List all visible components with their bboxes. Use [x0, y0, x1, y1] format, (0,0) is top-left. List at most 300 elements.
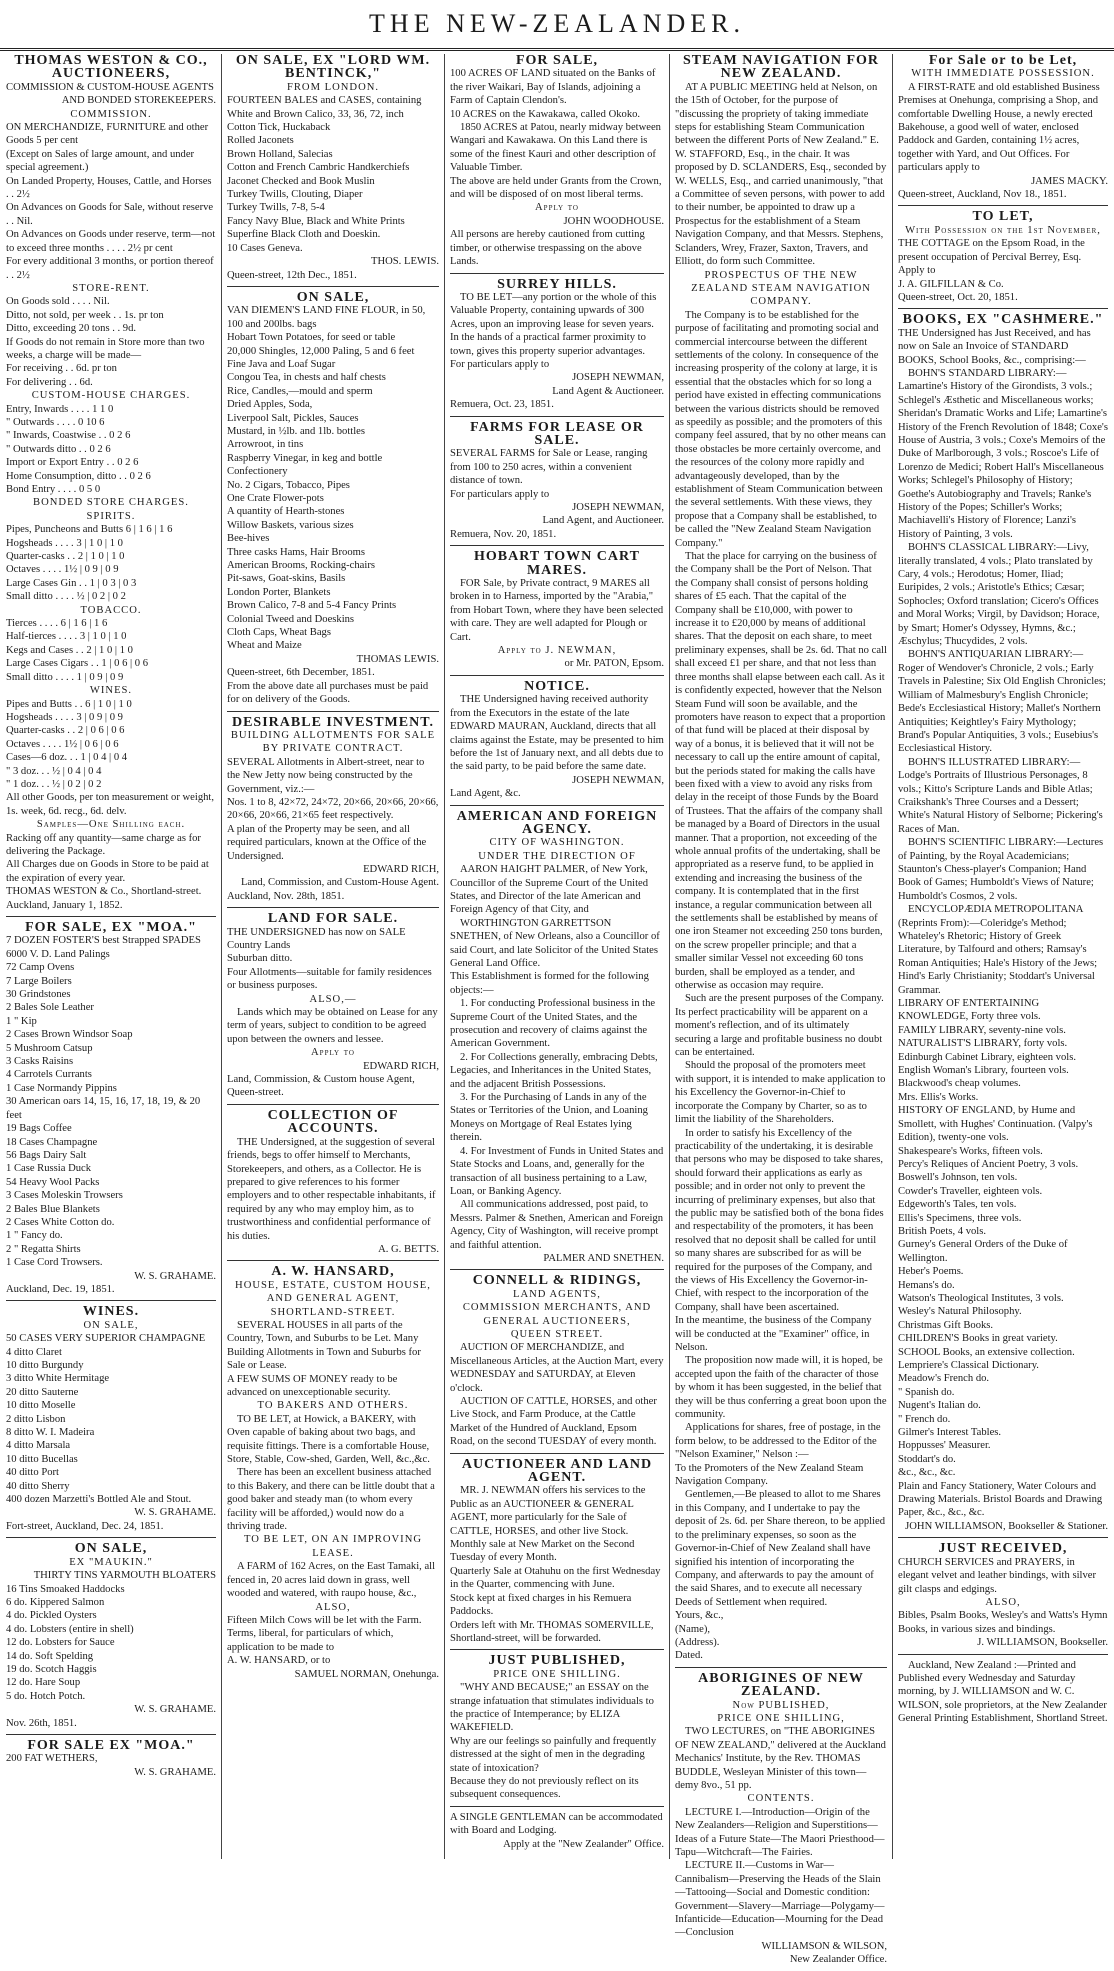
- ad-line: For every additional 3 months, or portion thereof . . 2½: [6, 256, 214, 281]
- ad-line: 6000 V. D. Land Palings: [6, 948, 110, 960]
- ad-line: All Charges due on Goods in Store to be paid at the expiration of every year.: [6, 859, 209, 884]
- ad-line: Pipes and Butts . . 6 | 1 0 | 1 0: [6, 698, 132, 710]
- ad-line: TO BAKERS AND OTHERS.: [257, 1400, 409, 1412]
- ad-line: Auckland, Nov. 28th, 1851.: [227, 890, 345, 902]
- ad-line: 10 ditto Burgundy: [6, 1360, 84, 1371]
- ad-line: Turkey Twills, Clouting, Diaper: [227, 189, 363, 201]
- ad-line: Congou Tea, in chests and half chests: [227, 372, 386, 384]
- ad-line: Entry, Inwards . . . . 1 1 0: [6, 403, 114, 415]
- ad-line: Edgeworth's Tales, ten vols.: [898, 1199, 1017, 1211]
- ad-line: Auckland, New Zealand :—Printed and Published every Wednesday and Saturday morning, by J. WILLIAMSON and W. C. WILSON, sole proprietors, at the New Zealander General Printing Establishment, Shortland Street.: [898, 1659, 1108, 1725]
- ad-line: 20,000 Shingles, 12,000 Paling, 5 and 6 feet: [227, 345, 415, 357]
- ad-line: Should the proposal of the promoters meet with support, it is intended to make application to his Excellency the Governor-in-Chief to incorporate the Company by Charter, so as to limit the liability of the Shareholders.: [675, 1060, 886, 1126]
- ad-line: VAN DIEMEN'S LAND FINE FLOUR, in 50, 100 and 200lbs. bags: [227, 305, 426, 330]
- ad-line: All other Goods, per ton measurement or weight, 1s. week, 6d. recg., 6d. delv.: [6, 792, 215, 817]
- ad-line: Land Agent, &c.: [450, 788, 521, 800]
- ad-line: Fine Java and Loaf Sugar: [227, 358, 336, 370]
- advertisement: [450, 1458, 664, 1651]
- ad-line: Hobart Town Potatoes, for seed or table: [227, 332, 396, 344]
- ad-line: Why are our feelings so painfully and frequently distressed at the sight of men in the degrading state of intoxication?: [450, 1735, 657, 1774]
- ad-line: SEVERAL HOUSES in all parts of the Country, Town, and Suburbs to be Let. Many Building Allotments in Town and Suburbs for Sale or Lease.: [227, 1319, 421, 1372]
- ad-heading: SURREY HILLS.: [497, 276, 617, 292]
- column-divider: [892, 54, 893, 1859]
- ad-line: Ditto, exceeding 20 tons . . 9d.: [6, 323, 137, 335]
- ad-line: ALSO,: [315, 1601, 351, 1613]
- ad-line: A. G. BETTS.: [378, 1243, 439, 1255]
- ad-line: THOMAS LEWIS.: [356, 653, 439, 665]
- ad-heading: A. W. HANSARD,: [271, 1264, 395, 1280]
- column-1: [6, 54, 216, 1859]
- ad-line: Boswell's Johnson, ten vols.: [898, 1172, 1018, 1184]
- ad-heading: THOMAS WESTON & CO.,: [14, 53, 208, 68]
- ad-line: On Goods sold . . . . Nil.: [6, 296, 110, 308]
- ad-line: 1 " Fancy do.: [6, 1230, 63, 1242]
- ad-line: HISTORY OF ENGLAND, by Hume and Smollett, with Hughes' Continuation. (Valpy's Edition), twenty-one vols.: [898, 1105, 1093, 1144]
- ad-line: CONTENTS.: [747, 1793, 815, 1805]
- ad-line: (Address).: [675, 1636, 720, 1648]
- ad-line: Queen-street, 6th December, 1851.: [227, 667, 375, 679]
- ad-line: SPIRITS.: [86, 510, 136, 522]
- ad-line: 19 do. Scotch Haggis: [6, 1663, 97, 1675]
- ad-line: BOHN'S STANDARD LIBRARY:—Lamartine's History of the Girondists, 3 vols.; Schlegel's Æsthetic and Miscellaneous works; Sheridan's Dramatic Works and Life; Lamartine's History of the French Revolution of 1848; Coxe's House of Austria, 3 vols.; Coxe's Memoirs of the Duke of Marlborough, 3 vols.; Roscoe's Life of Lorenzo de Medici; Robert Hall's Miscellaneous Works; Schlegel's Philosophy of History; Goethe's Autobiography and Travels; Ranke's History of the Popes; Schiller's Works; Machiavelli's History of Florence; Lanzi's History of Painting, 3 vols.: [898, 367, 1108, 540]
- ad-line: Confectionery: [227, 466, 288, 478]
- ad-heading: WINES.: [82, 1304, 140, 1320]
- ad-line: To the Promoters of the New Zealand Steam Navigation Company.: [675, 1462, 864, 1488]
- ad-line: HOUSE, ESTATE, CUSTOM HOUSE, AND GENERAL AGENT,: [235, 1279, 431, 1305]
- ad-line: Applications for shares, free of postage, in the form below, to be addressed to the Editor of the "Nelson Examiner," Nelson :—: [675, 1422, 881, 1461]
- ad-line: In the hands of a practical farmer proximity to town, gives this property superior advantages.: [450, 332, 646, 357]
- ad-line: COMMISSION & CUSTOM-HOUSE AGENTS: [6, 81, 214, 93]
- advertisement: [6, 54, 216, 917]
- ad-line: 10 ACRES on the Kawakawa, called Okoko.: [450, 108, 641, 120]
- ad-line: ON MERCHANDIZE, FURNITURE and other Goods 5 per cent: [6, 122, 209, 147]
- column-2: [227, 54, 439, 1859]
- ad-line: Small ditto . . . . 1 | 0 9 | 0 9: [6, 671, 124, 683]
- ad-line: PRICE ONE SHILLING,: [717, 1712, 845, 1724]
- ad-line: 3 Casks Raisins: [6, 1056, 74, 1068]
- ad-line: Bond Entry . . . . 0 5 0: [6, 484, 101, 495]
- ad-line: CHURCH SERVICES and PRAYERS, in elegant velvet and leather bindings, with silver gilt clasps and edgings.: [898, 1556, 1096, 1595]
- ad-line: Wesley's Natural Philosophy.: [898, 1306, 1022, 1318]
- ad-line: 4 ditto Claret: [6, 1346, 62, 1358]
- ad-heading: ON SALE,: [74, 1541, 148, 1557]
- ad-line: 30 Grindstones: [6, 989, 71, 1001]
- ad-line: FOURTEEN BALES and CASES, containing White and Brown Calico, 33, 36, 72, inch: [227, 95, 422, 120]
- ad-line: Shakespeare's Works, fifteen vols.: [898, 1145, 1043, 1157]
- ad-line: THE Undersigned, at the suggestion of several friends, begs to offer himself to Merchants, Storekeepers, and others, as a Collector. He is prepared to give references to his former employers and to other respectable inhabitants, if required by any who may employ him, as to trustworthiness and confidential performance of his duties.: [227, 1136, 436, 1242]
- ad-line: Fifteen Milch Cows will be let with the Farm.: [227, 1614, 422, 1626]
- ad-line: 7 DOZEN FOSTER'S best Strapped SPADES: [6, 935, 201, 947]
- ad-line: Arrowroot, in tins: [227, 439, 304, 451]
- ad-line: Hemans's do.: [898, 1279, 955, 1291]
- advertisement: [227, 912, 439, 1105]
- ad-line: JOHN WOODHOUSE.: [563, 215, 664, 227]
- ad-heading: FOR SALE EX "MOA.": [27, 1737, 195, 1753]
- ad-line: THE COTTAGE on the Epsom Road, in the present occupation of Percival Berrey, Esq. Apply to: [898, 238, 1085, 277]
- masthead-rule: [0, 48, 1114, 51]
- ad-line: 200 FAT WETHERS,: [6, 1753, 98, 1765]
- ad-line: 4 Carrotels Currants: [6, 1069, 92, 1081]
- ad-line: 4 do. Lobsters (entire in shell): [6, 1623, 134, 1635]
- ad-line: Lands which may be obtained on Lease for any term of years, subject to condition to be agreed upon between the owners and lessee.: [227, 1007, 438, 1045]
- ad-line: Heber's Poems.: [898, 1266, 964, 1278]
- advertisement: [898, 1542, 1108, 1654]
- ad-line: AUCTION OF MERCHANDIZE, and Miscellaneous Articles, at the Auction Mart, every WEDNESDAY and SATURDAY, at Eleven o'clock.: [450, 1342, 664, 1394]
- ad-line: Ditto, not sold, per week . . 1s. pr ton: [6, 309, 164, 321]
- ad-line: ENCYCLOPÆDIA METROPOLITANA (Reprints From):—Coleridge's Method; Whateley's Rhetoric; History of Greek Literature, by Talfourd and others; Ramsay's Roman Antiquities; Hale's History of the Jews; Hind's Early Christianity; Stoddart's Universal Grammar.: [898, 904, 1098, 996]
- ad-line: 20 ditto Sauterne: [6, 1386, 79, 1398]
- ad-line: 18 Cases Champagne: [6, 1136, 98, 1148]
- ad-line: THIRTY TINS YARMOUTH BLOATERS: [33, 1570, 216, 1582]
- column-divider: [444, 54, 445, 1859]
- advertisement: [227, 54, 439, 287]
- ad-line: Gentlemen,—Be pleased to allot to me Shares in this Company, and I undertake to pay the deposit of 2s. 6d. per Share thereon, to be applied to the preliminary expenses, so soon as the Governor-in-Chief of New Zealand shall have signified his intention of incorporating the Company, and afterwards to pay the amount of the said Shares, and to execute all necessary Deeds of Settlement when required.: [675, 1489, 886, 1608]
- ad-line: AARON HAIGHT PALMER, of New York, Councillor of the Supreme Court of the United States, and Director of the late American and Foreign Agency of that City, and: [450, 864, 649, 916]
- ad-line: There has been an excellent business attached to this Bakery, and there can be little doubt that a good baker and steady man (to whom every facility will be afforded,) would now do a thriving trade.: [227, 1467, 435, 1533]
- ad-line: ALSO,—: [309, 993, 357, 1005]
- ad-line: Octaves . . . . 1½ | 0 6 | 0 6: [6, 738, 119, 750]
- ad-line: American Brooms, Rocking-chairs: [227, 560, 375, 572]
- advertisement: [898, 313, 1108, 1538]
- ad-line: All persons are hereby cautioned from cutting timber, or otherwise trespassing on the above Lands.: [450, 229, 645, 268]
- ad-line: 3. For the Purchasing of Lands in any of the States or Territories of the Union, and Loaning Moneys on Mortgage of Real Estates lying therein.: [450, 1092, 648, 1144]
- ad-line: THE Undersigned having received authority from the Executors in the estate of the late EDWARD MAURAN, Auckland, directs that all claims against the Estate, may be presented to him before the 1st of January next, and all debts due to the said party, to be paid before the same date.: [450, 694, 664, 773]
- ad-line: " 3 doz. . . ½ | 0 4 | 0 4: [6, 765, 102, 777]
- ad-line: 56 Bags Dairy Salt: [6, 1149, 87, 1161]
- ad-line: TO BE LET—any portion or the whole of this Valuable Property, containing upwards of 300 Acres, upon an improving lease for seven years.: [450, 291, 657, 330]
- ad-line: JOSEPH NEWMAN,: [572, 502, 664, 513]
- ad-line: 4 ditto Marsala: [6, 1440, 71, 1452]
- ad-line: AT A PUBLIC MEETING held at Nelson, on the 15th of October, for the purpose of "discussing the propriety of taking immediate steps for establishing Steam Communication between the different Ports of New Zealand." E. W. STAFFORD, Esq., in the chair. It was proposed by D. SCLANDERS, Esq., seconded by W. WELLS, Esq., and carried unanimously, "that a Committee of seven persons, with power to add to their number, be appointed to draw up a Prospectus for the establishment of a Steam Navigation Company, and that Messrs. Stephens, Sclanders, Wrey, Frazer, Saxton, Travers, and Elliott, do form such Committee.: [675, 81, 887, 268]
- ad-line: The above are held under Grants from the Crown, and will be disposed of on most liberal terms.: [450, 175, 662, 201]
- ad-line: On Advances on Goods under reserve, term—not to exceed three months . . . . 2½ pr cent: [6, 229, 216, 254]
- advertisement: [450, 1274, 664, 1453]
- ad-line: Four Allotments—suitable for family residences or business purposes.: [227, 966, 432, 992]
- ad-line: 40 ditto Sherry: [6, 1480, 70, 1492]
- ad-line: Quarter-casks . . 2 | 0 6 | 0 6: [6, 725, 125, 737]
- ad-heading: ON SALE,: [296, 289, 370, 305]
- ad-line: JOSEPH NEWMAN,: [572, 372, 664, 384]
- ad-line: Lempriere's Classical Dictionary.: [898, 1360, 1039, 1371]
- ad-line: 10 ditto Moselle: [6, 1400, 76, 1412]
- ad-line: Cloth Caps, Wheat Bags: [227, 627, 331, 639]
- ad-line: BOHN'S ANTIQUARIAN LIBRARY:—Roger of Wendover's Chronicle, 2 vols.; Early Travels in Palestine; Six Old English Chronicles; William of Malmesbury's English Chronicle; Bede's Ecclesiastical History; Mallet's Northern Antiquities; Keightley's Fairy Mythology; Brand's Popular Antiquities, 3 vols.; Eusebius's Ecclesiastical History.: [898, 649, 1106, 755]
- ad-line: SCHOOL Books, an extensive collection.: [898, 1346, 1075, 1358]
- ad-line: SHORTLAND-STREET.: [270, 1306, 396, 1318]
- ad-line: CHILDREN'S Books in great variety.: [898, 1333, 1058, 1345]
- ad-line: Ellis's Specimens, three vols.: [898, 1212, 1022, 1224]
- ad-line: 2 ditto Lisbon: [6, 1413, 66, 1425]
- ad-line: With Possession on the 1st November,: [905, 224, 1101, 236]
- ad-line: BOHN'S CLASSICAL LIBRARY:—Livy, literally translated, 4 vols.; Plato translated by Cary, 4 vols.; Herodotus; Homer, Iliad; Euripides, 2 vols.; Aristotle's Ethics; Cæsar; Sophocles; Oxford translation; Cicero's Offices and Moral Works; Virgil, by Davidson; Horace, by Smart; Homer's Odyssey, Hymns, &c.; Æschylus; Thucydides, 2 vols.: [898, 542, 1100, 648]
- ad-line: Fancy Navy Blue, Black and White Prints: [227, 215, 405, 227]
- ad-line: WINES.: [89, 685, 133, 697]
- advertisement: [6, 921, 216, 1301]
- ad-line: STORE-RENT.: [72, 282, 150, 294]
- ad-line: A FIRST-RATE and old established Business Premises at Onehunga, comprising a Shop, and comfortable Dwelling House, a newly erected Bakehouse, a good well of water, enclosed Paddock and Garden, containing 1½ acres, together with Yard, and Out Offices. For particulars apply to: [898, 81, 1100, 174]
- ad-line: Nov. 26th, 1851.: [6, 1717, 77, 1729]
- ad-line: Pipes, Puncheons and Butts 6 | 1 6 | 1 6: [6, 524, 173, 536]
- ad-line: BOHN'S ILLUSTRATED LIBRARY:—Lodge's Portraits of Illustrious Personages, 8 vols.; Kitto's Scripture Lands and Bible Atlas; Craikshank's Three Courses and a Dessert; White's Natural History of Selborne; Pickering's Races of Man.: [898, 756, 1103, 835]
- ad-line: Hoppusses' Measurer.: [898, 1440, 991, 1452]
- ad-line: 54 Heavy Wool Packs: [6, 1176, 100, 1188]
- ad-line: Land Agent & Auctioneer.: [552, 385, 664, 397]
- ad-heading: FOR SALE,: [515, 53, 599, 68]
- ad-heading: NOTICE.: [524, 678, 590, 694]
- advertisement: [450, 1811, 664, 1855]
- ad-line: Yours, &c.,: [675, 1610, 724, 1622]
- ad-line: EX "MAUKIN.": [69, 1556, 153, 1568]
- ad-line: J. WILLIAMSON, Bookseller.: [977, 1637, 1108, 1649]
- ad-line: Brown Holland, Salecias: [227, 148, 333, 160]
- ad-line: UNDER THE DIRECTION OF: [478, 850, 636, 862]
- ad-line: COMMISSION MERCHANTS, AND GENERAL AUCTIONEERS,: [462, 1302, 652, 1327]
- ad-line: 3 ditto White Hermitage: [6, 1373, 110, 1385]
- ad-line: Cotton and French Cambric Handkerchiefs: [227, 162, 410, 174]
- ad-line: J. A. GILFILLAN & Co.: [898, 278, 1004, 290]
- ad-heading: BOOKS, EX "CASHMERE.": [902, 312, 1104, 328]
- advertisement: [450, 278, 664, 417]
- ad-line: (Name),: [675, 1623, 710, 1635]
- ad-line: On Landed Property, Houses, Cattle, and Horses . . 2½: [6, 175, 212, 201]
- ad-line: The proposition now made will, it is hoped, be accepted upon the faith of the character of those by whom it has been suggested, in the belief that they will be thus conferring a great boon upon the community.: [675, 1355, 887, 1421]
- ad-line: JOHN WILLIAMSON, Bookseller & Stationer.: [905, 1520, 1108, 1532]
- ad-line: A. W. HANSARD, or to: [227, 1655, 331, 1667]
- ad-line: PRICE ONE SHILLING.: [493, 1668, 621, 1680]
- ad-line: 4 do. Pickled Oysters: [6, 1610, 97, 1622]
- ad-line: " Inwards, Coastwise . . 0 2 6: [6, 430, 131, 442]
- ad-line: " 1 doz. . . ½ | 0 2 | 0 2: [6, 778, 102, 790]
- ad-line: Large Cases Cigars . . 1 | 0 6 | 0 6: [6, 658, 149, 670]
- ad-line: SEVERAL Allotments in Albert-street, near to the New Jetty now being constructed by the Government, viz.:—: [227, 756, 425, 795]
- ad-line: " Outwards ditto . . 0 2 6: [6, 443, 111, 455]
- ad-line: Jaconet Checked and Book Muslin: [227, 175, 375, 187]
- ad-heading: FOR SALE, EX "MOA.": [25, 920, 197, 935]
- advertisement: [450, 680, 664, 806]
- ad-line: JOSEPH NEWMAN,: [572, 774, 664, 786]
- ad-line: 6 do. Kippered Salmon: [6, 1596, 105, 1608]
- ad-line: Half-tierces . . . . 3 | 1 0 | 1 0: [6, 631, 127, 643]
- ad-heading: JUST RECEIVED,: [938, 1541, 1068, 1557]
- ad-line: CITY OF WASHINGTON.: [489, 837, 625, 849]
- ad-line: 1 Case Russia Duck: [6, 1163, 92, 1175]
- ad-line: Queen-street, Auckland, Nov 18., 1851.: [898, 189, 1067, 201]
- ad-line: Fort-street, Auckland, Dec. 24, 1851.: [6, 1520, 164, 1532]
- ad-line: 2 Cases White Cotton do.: [6, 1216, 115, 1228]
- ad-line: 50 CASES VERY SUPERIOR CHAMPAGNE: [6, 1333, 206, 1345]
- ad-line: 2 Cases Brown Windsor Soap: [6, 1029, 133, 1041]
- ad-line: SEVERAL FARMS for Sale or Lease, ranging from 100 to 250 acres, within a convenient distance of town.: [450, 448, 648, 487]
- ad-line: The Company is to be established for the purpose of facilitating and promoting social and commercial intercourse between the different settlements of the colony. In consequence of the increasing prosperity of the colony at large, it is essential that the obstacles which for so long a period have existed in effecting communications between the various districts should be removed as speedily as possible; and the promoters of this company feel assured, that by no other means can those obstacles be more certainly overcome, and the resources of the colony more rapidly and advantageously developed, than by the establishment of Steam Communication between the several settlements. With these views, they propose that a Company shall be established, to be called the "New Zealand Steam Navigation Company.": [675, 309, 886, 549]
- advertisement: [450, 1654, 664, 1806]
- ad-line: FAMILY LIBRARY, seventy-nine vols.: [898, 1024, 1066, 1036]
- advertisement: [675, 54, 887, 1668]
- ad-line: W. S. GRAHAME.: [134, 1766, 216, 1778]
- ad-line: Rolled Jaconets: [227, 135, 294, 147]
- ad-line: JAMES MACKY.: [1031, 175, 1108, 187]
- ad-line: TO BE LET, at Howick, a BAKERY, with Oven capable of baking about two bags, and requisite fittings. There is a comfortable House, Store, Stable, Cow-shed, Garden, Well, &c.,&c.: [227, 1413, 430, 1466]
- ad-line: AUCTION OF CATTLE, HORSES, and other Live Stock, and Farm Produce, at the Cattle Market of the Hundred of Auckland, Epsom Road, on the second TUESDAY of every month.: [450, 1396, 657, 1448]
- ad-line: All communications addressed, post paid, to Messrs. Palmer & Snethen, American and Foreign Agency, City of Washington, will receive prompt and faithful attention.: [450, 1199, 664, 1251]
- ad-line: CUSTOM-HOUSE CHARGES.: [31, 390, 191, 402]
- ad-line: 3 Cases Moleskin Trowsers: [6, 1190, 123, 1202]
- ad-line: Kegs and Cases . . 2 | 1 0 | 1 0: [6, 644, 133, 656]
- masthead-title: THE NEW-ZEALANDER.: [369, 9, 745, 38]
- ad-line: PALMER AND SNETHEN.: [543, 1252, 664, 1264]
- ad-line: W. S. GRAHAME.: [134, 1507, 216, 1519]
- ad-line: From the above date all purchases must be paid for on delivery of the Goods.: [227, 680, 429, 706]
- ad-heading: STEAM NAVIGATION FOR NEW ZEALAND.: [682, 53, 880, 82]
- advertisement: [450, 810, 664, 1271]
- ad-line: TOBACCO.: [80, 604, 142, 616]
- ad-line: 1 Case Normandy Pippins: [6, 1082, 117, 1094]
- ad-line: 1 " Kip: [6, 1015, 37, 1027]
- ad-line: Liverpool Salt, Pickles, Sauces: [227, 412, 359, 424]
- ad-line: LIBRARY OF ENTERTAINING KNOWLEDGE, Forty three vols.: [898, 998, 1041, 1023]
- ad-line: ALSO,: [985, 1596, 1021, 1608]
- ad-line: A quantity of Hearth-stones: [227, 506, 345, 518]
- ad-line: Apply to: [535, 202, 579, 214]
- ad-line: A plan of the Property may be seen, and all required particulars, known at the Office of the Undersigned.: [227, 823, 427, 862]
- ad-line: Quarter-casks . . 2 | 1 0 | 1 0: [6, 551, 125, 563]
- ad-line: THOMAS WESTON & Co., Shortland-street.: [6, 886, 202, 898]
- ad-line: Remuera, Nov. 20, 1851.: [450, 528, 557, 540]
- ad-line: BUILDING ALLOTMENTS FOR SALE BY PRIVATE CONTRACT.: [230, 729, 436, 755]
- ad-line: TO BE LET, ON AN IMPROVING LEASE.: [243, 1534, 423, 1559]
- ad-line: W. S. GRAHAME.: [134, 1270, 216, 1282]
- ad-line: BOHN'S SCIENTIFIC LIBRARY:—Lectures of Painting, by the Royal Academicians; Staunton's Chess-player's Companion; Hand Book of Games; Humboldt's Views of Nature; Humboldt's Cosmos, 2 vols.: [898, 837, 1104, 902]
- ad-line: Plain and Fancy Stationery, Water Colours and Drawing Materials. Bristol Boards and Drawing Paper, &c., &c., &c.: [898, 1480, 1103, 1519]
- ad-line: Hogsheads . . . . 3 | 1 0 | 1 0: [6, 537, 123, 549]
- ad-line: 2 " Regatta Shirts: [6, 1243, 81, 1255]
- ad-line: 4. For Investment of Funds in United States and State Stocks and Loans, and, generally for the transaction of all business pertaining to a Law, Loan, or Banking Agency.: [450, 1145, 664, 1197]
- ad-heading: For Sale or to be Let,: [928, 53, 1078, 68]
- ad-line: (Except on Sales of large amount, and under special agreement.): [6, 148, 195, 174]
- ad-line: Import or Export Entry . . 0 2 6: [6, 457, 139, 469]
- ad-line: FOR Sale, by Private contract, 9 MARES all broken in to Harness, imported by the "Arabia," from Hobart Town, where they have been selected with care. They are well adapted for Plough or Cart.: [450, 578, 664, 643]
- ad-line: Apply to J. NEWMAN,: [497, 645, 617, 657]
- advertisement: [450, 421, 664, 547]
- ad-line: PROSPECTUS OF THE NEW ZEALAND STEAM NAVIGATION COMPANY.: [691, 269, 871, 308]
- ad-line: 100 ACRES OF LAND situated on the Banks of the river Waikari, Bay of Islands, adjoining a Farm of Captain Clendon's.: [450, 68, 656, 107]
- ad-line: Christmas Gift Books.: [898, 1319, 994, 1331]
- ad-line: EDWARD RICH,: [363, 1060, 439, 1072]
- ad-line: That the place for carrying on the business of the Company shall be the Port of Nelson. That the Company shall consist of persons holding shares of £5 each. That the capital of the Company shall be £10,000, with power to increase it to £20,000 by means of additional shares. That the deposit on each share, to meet preliminary expenses, shall be 2s. 6d. That no call shall exceed £1 per share, and that not less than three months shall elapse between each call. As it is confidently expected, however that the Nelson Steam Fund will soon be available, and the promoters have reason to expect that a proportion of that fund will be placed at their disposal by way of a bonus, it is believed that it will not be necessary to call up the entire amount of capital, but the periods stated for making the calls have been fixed with a view to avoid any risks from delay in the receipt of those Funds by the Board of Trustees. That the affairs of the company shall be managed by a Board of Directors in the usual manner. That a proportion, not exceeding of the whole annual profits of the undertaking, shall be appropriated as a reserve fund, to be applied in extending and increasing the business of the company. It is contemplated that in the first instance, a regular communication between all the settlements shall be established by means of one iron Steamer not exceeding 250 tons burden, on the screw propeller principle; and that a smaller similar Vessel not exceeding 60 tons burden, shall be employed as a tender, and otherwise as occasion may require.: [675, 551, 887, 992]
- advertisement: [227, 291, 439, 712]
- ad-line: A SINGLE GENTLEMAN can be accommodated with Board and Lodging.: [450, 1811, 663, 1837]
- ad-subheading: AUCTIONEERS,: [51, 66, 171, 82]
- ad-line: 5 Mushroom Catsup: [6, 1042, 93, 1054]
- ad-line: British Poets, 4 vols.: [898, 1225, 986, 1237]
- ad-line: 14 do. Soft Spelding: [6, 1650, 94, 1662]
- ad-line: 8 ditto W. I. Madeira: [6, 1427, 95, 1439]
- ad-line: Quarterly Sale at Otahuhu on the first Wednesday in the Quarter, commencing with June.: [450, 1565, 661, 1591]
- ad-line: Home Consumption, ditto . . 0 2 6: [6, 470, 151, 482]
- ad-line: 1 Case Cord Trowsers.: [6, 1257, 103, 1269]
- ad-line: 72 Camp Ovens: [6, 962, 75, 974]
- ad-line: Land, Commission, & Custom house Agent, Queen-street.: [227, 1074, 415, 1099]
- advertisement: [6, 1739, 216, 1783]
- ad-line: AND BONDED STOREKEEPERS.: [61, 95, 216, 107]
- ad-line: No. 2 Cigars, Tobacco, Pipes: [227, 479, 350, 491]
- ad-line: WITH IMMEDIATE POSSESSION.: [911, 68, 1095, 80]
- ad-line: " French do.: [898, 1413, 951, 1425]
- ad-line: Samples—One Shilling each.: [36, 819, 186, 831]
- ad-line: FROM LONDON.: [286, 81, 380, 93]
- ad-heading: AMERICAN AND FOREIGN AGENCY.: [456, 808, 658, 837]
- ad-line: For particulars apply to: [450, 358, 550, 370]
- ad-line: Hogsheads . . . . 3 | 0 9 | 0 9: [6, 711, 123, 723]
- ad-line: " Outwards . . . . 0 10 6: [6, 416, 105, 428]
- ad-line: SAMUEL NORMAN, Onehunga.: [294, 1668, 439, 1680]
- ad-line: 30 American oars 14, 15, 16, 17, 18, 19, & 20 feet: [6, 1096, 201, 1121]
- ad-line: A FEW SUMS OF MONEY ready to be advanced on unexceptionable security.: [227, 1373, 398, 1398]
- advertisement: [6, 1542, 216, 1735]
- ad-line: Rice, Candles,—mould and sperm: [227, 385, 373, 397]
- ad-line: Nugent's Italian do.: [898, 1400, 981, 1412]
- ad-line: THE UNDERSIGNED has now on SALE Country Lands: [227, 926, 406, 951]
- ad-line: THOS. LEWIS.: [371, 256, 439, 268]
- ad-line: Racking off any quantity—same charge as for delivering the Package.: [6, 832, 201, 857]
- ad-line: 400 dozen Marzetti's Bottled Ale and Stout.: [6, 1494, 192, 1506]
- ad-line: LECTURE I.—Introduction—Origin of the New Zealanders—Religion and Superstitions—Ideas of a Future State—The Maori Priesthood—Tapu—Witchcraft—The Fairies.: [675, 1806, 885, 1859]
- ad-line: ON SALE,: [83, 1319, 139, 1331]
- advertisement: [6, 1305, 216, 1538]
- ad-line: Bibles, Psalm Books, Wesley's and Watts's Hymn Books, in various sizes and bindings.: [898, 1610, 1108, 1635]
- ad-line: If Goods do not remain in Store more than two weeks, a charge will be made—: [6, 336, 205, 361]
- ad-line: Apply to: [311, 1047, 355, 1059]
- ad-line: On Advances on Goods for Sale, without reserve . . Nil.: [6, 202, 214, 227]
- ad-line: In the meantime, the business of the Company will be conducted at the "Examiner" office, in Nelson.: [675, 1315, 872, 1353]
- ad-line: New Zealander Office.: [789, 1954, 887, 1966]
- ad-line: Bee-hives: [227, 533, 270, 545]
- ad-line: EDWARD RICH,: [363, 863, 439, 875]
- ad-line: BONDED STORE CHARGES.: [33, 497, 189, 509]
- ad-line: 5 do. Hotch Potch.: [6, 1690, 86, 1702]
- ad-heading: AUCTIONEER AND LAND AGENT.: [461, 1456, 653, 1486]
- ad-line: Raspberry Vinegar, in keg and bottle: [227, 452, 383, 464]
- ad-line: For particulars apply to: [450, 488, 550, 500]
- ad-line: London Porter, Blankets: [227, 586, 331, 598]
- ad-line: Cowder's Traveller, eighteen vols.: [898, 1185, 1043, 1197]
- ad-line: Stoddart's do.: [898, 1453, 956, 1465]
- advertisement: [227, 1265, 439, 1685]
- ad-line: One Crate Flower-pots: [227, 493, 324, 504]
- ad-line: 2. For Collections generally, embracing Debts, Legacies, and Inheritances in the United States, and the adjacent British Possessions.: [450, 1051, 658, 1090]
- ad-line: Large Cases Gin . . 1 | 0 3 | 0 3: [6, 577, 137, 589]
- ad-heading: COLLECTION OF ACCOUNTS.: [267, 1107, 399, 1137]
- ad-line: 12 do. Hare Soup: [6, 1677, 81, 1689]
- ad-line: MR. J. NEWMAN offers his services to the Public as an AUCTIONEER & GENERAL AGENT, more particularly for the Sale of CATTLE, HORSES, and other live Stock.: [450, 1485, 646, 1537]
- ad-line: In order to satisfy his Excellency of the practicability of the undertaking, it is desirable that persons who may be disposed to take shares, should forward their applications as early as possible; and in order not only to prevent the incurring of preliminary expenses, but also that the public may be satisfied both of the bona fides and respectability of the promoters, it has been resolved that no deposit shall be called for until so many shares are subscribed for as will be required for the purposes of the Company, and the views of His Excellency the Governor-in-Chief, with respect to the incorporation of the Company, shall have been ascertained.: [675, 1127, 884, 1313]
- ad-line: Gurney's General Orders of the Duke of Wellington.: [898, 1239, 1068, 1264]
- ad-heading: HOBART TOWN CART MARES.: [474, 549, 640, 578]
- ad-line: Edinburgh Cabinet Library, eighteen vols.: [898, 1051, 1076, 1063]
- ad-line: Queen-street, Oct. 20, 1851.: [898, 291, 1018, 303]
- ad-line: COMMISSION.: [70, 108, 152, 120]
- ad-line: Apply at the "New Zealander" Office.: [503, 1838, 664, 1850]
- ad-line: Tierces . . . . 6 | 1 6 | 1 6: [6, 618, 108, 630]
- ad-line: Small ditto . . . . ½ | 0 2 | 0 2: [6, 591, 126, 603]
- ad-line: 2 Bales Blue Blankets: [6, 1203, 100, 1215]
- ad-line: QUEEN STREET.: [510, 1328, 604, 1340]
- ad-line: WORTHINGTON GARRETTSON SNETHEN, of New Orleans, also a Councillor of said Court, and late Solicitor of the United States General Land Office.: [450, 917, 660, 969]
- ad-line: Pit-saws, Goat-skins, Basils: [227, 573, 346, 585]
- ad-line: "WHY AND BECAUSE;" an ESSAY on the strange infatuation that stimulates individuals to the practice of Intemperance; by ELIZA WAKEFIELD.: [450, 1682, 654, 1734]
- ad-line: 10 Cases Geneva.: [227, 242, 303, 254]
- ad-line: or Mr. PATON, Epsom.: [564, 658, 664, 670]
- advertisement: [898, 1659, 1108, 1730]
